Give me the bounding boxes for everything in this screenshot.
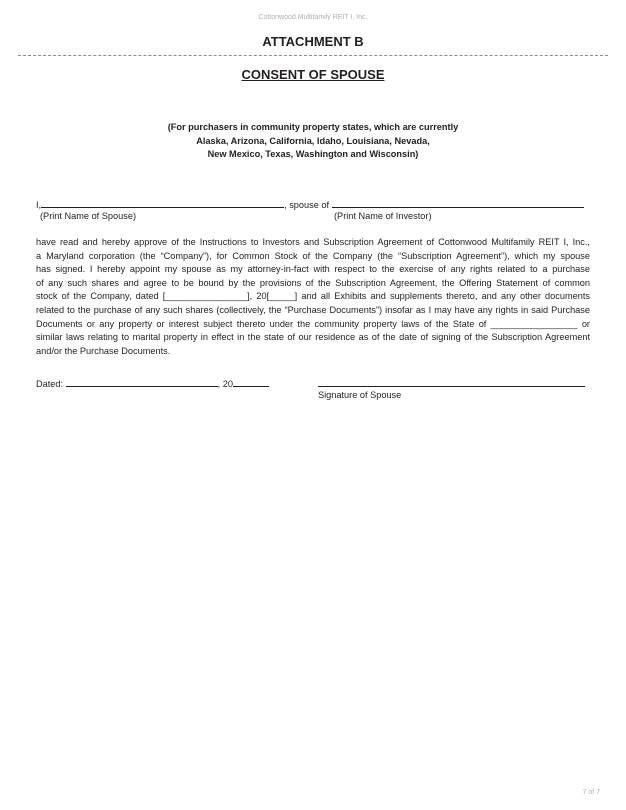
signature-line[interactable]: [318, 386, 585, 387]
body-line: a Maryland corporation (the “Company”), for Common Stock of the Company (the “Subscription Agreement”), which my spouse: [36, 250, 590, 261]
spouse-name-blank[interactable]: [41, 198, 284, 208]
name-line-middle: , spouse of: [284, 200, 330, 210]
signature-label: Signature of Spouse: [318, 390, 402, 400]
page-number: 7 of 7: [582, 789, 600, 796]
investor-name-label: (Print Name of Investor): [334, 211, 432, 221]
body-line: related to the purchase of any such shares (collectively, the “Purchase Documents”) insofar as I may have any rights in said Purchase: [36, 304, 590, 315]
header-company-name: Cottonwood Multifamily REIT I, Inc.: [258, 14, 368, 21]
dashed-divider: [18, 55, 608, 56]
applicability-line-1: (For purchasers in community property states, which are currently: [167, 122, 459, 132]
body-line: Documents or any property or interest subject thereto under the community property laws of the State of _________________ or: [36, 318, 590, 329]
consent-title: CONSENT OF SPOUSE: [241, 67, 385, 82]
date-blank[interactable]: [66, 377, 218, 387]
body-line: stock of the Company, dated [________________], 20[_____] and all Exhibits and supplements thereto, and any other documents: [36, 291, 590, 302]
applicability-line-3: New Mexico, Texas, Washington and Wisconsin): [207, 149, 419, 159]
body-line: and/or the Purchase Documents.: [36, 345, 171, 356]
investor-name-blank[interactable]: [332, 198, 584, 208]
applicability-line-2: Alaska, Arizona, California, Idaho, Louisiana, Nevada,: [196, 135, 430, 146]
spouse-name-label: (Print Name of Spouse): [40, 211, 136, 221]
dated-line: [36, 377, 269, 389]
year-prefix: , 20: [217, 379, 233, 389]
applicability-note: [0, 121, 626, 162]
consent-body: [36, 236, 590, 358]
body-line: have read and hereby approve of the Instructions to Investors and Subscription Agreement of Cottonwood Multifamily REIT I, Inc.,: [36, 237, 590, 247]
name-line: [36, 198, 591, 210]
attachment-title: ATTACHMENT B: [262, 34, 364, 49]
year-blank[interactable]: [233, 377, 269, 387]
body-line: has signed. I hereby appoint my spouse as my attorney-in-fact with respect to the exercise of any rights related to a purchase: [36, 264, 590, 275]
dated-label: Dated:: [36, 379, 64, 389]
name-line-prefix: I,: [36, 200, 42, 210]
body-line: of any such shares and agree to be bound by the provisions of the Subscription Agreement, the Offering Statement of common: [36, 277, 590, 288]
body-line: similar laws relating to marital property in effect in the state of our residence as of the date of signing of the Subscription Agreement: [36, 332, 590, 343]
